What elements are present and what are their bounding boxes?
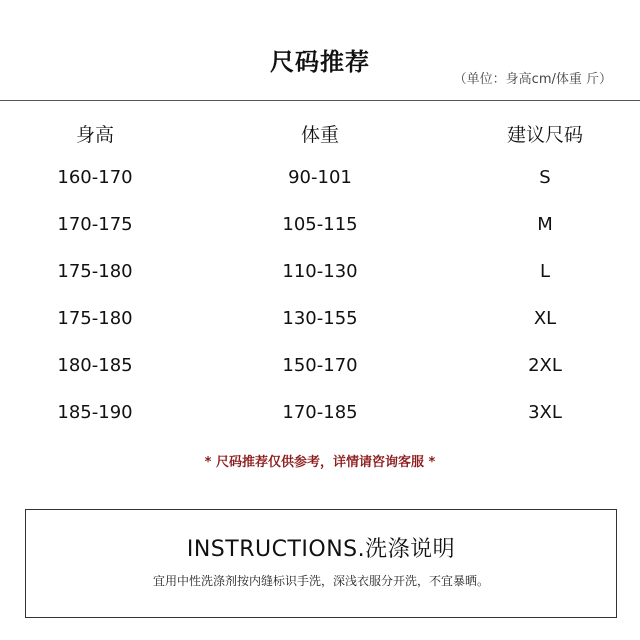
instructions-title: INSTRUCTIONS.洗涤说明 <box>186 537 456 562</box>
weight-cell: 170-185 <box>282 402 358 423</box>
weight-cell: 90-101 <box>288 167 352 188</box>
column-header-size: 建议尺码 <box>506 123 583 146</box>
table-header-row <box>0 112 640 154</box>
height-cell: 170-175 <box>57 214 133 235</box>
table-row <box>0 201 640 248</box>
table-row <box>0 342 640 389</box>
instructions-text: 宜用中性洗涤剂按内缝标识手洗，深浅衣服分开洗，不宜暴晒。 <box>152 574 489 588</box>
header-divider <box>0 100 640 101</box>
table-row <box>0 295 640 342</box>
size-cell: 2XL <box>528 355 562 376</box>
column-header-height: 身高 <box>75 123 114 146</box>
table-row <box>0 248 640 295</box>
height-cell: 175-180 <box>57 261 133 282</box>
height-cell: 180-185 <box>57 355 133 376</box>
size-cell: 3XL <box>528 402 562 423</box>
height-cell: 185-190 <box>57 402 133 423</box>
size-cell: M <box>537 214 553 235</box>
height-cell: 160-170 <box>57 167 133 188</box>
column-header-weight: 体重 <box>300 123 339 146</box>
size-cell: S <box>539 167 551 188</box>
weight-cell: 105-115 <box>282 214 358 235</box>
size-chart-table <box>0 112 640 436</box>
table-row <box>0 154 640 201</box>
weight-cell: 110-130 <box>282 261 358 282</box>
size-disclaimer: * 尺码推荐仅供参考，详情请咨询客服 * <box>204 455 436 470</box>
unit-note: （单位：身高cm/体重 斤） <box>453 72 612 87</box>
page-title: 尺码推荐 <box>270 48 370 76</box>
table-row <box>0 389 640 436</box>
height-cell: 175-180 <box>57 308 133 329</box>
weight-cell: 150-170 <box>282 355 358 376</box>
size-cell: XL <box>533 308 557 329</box>
care-instructions-box <box>25 509 617 618</box>
weight-cell: 130-155 <box>282 308 358 329</box>
size-cell: L <box>539 261 551 282</box>
